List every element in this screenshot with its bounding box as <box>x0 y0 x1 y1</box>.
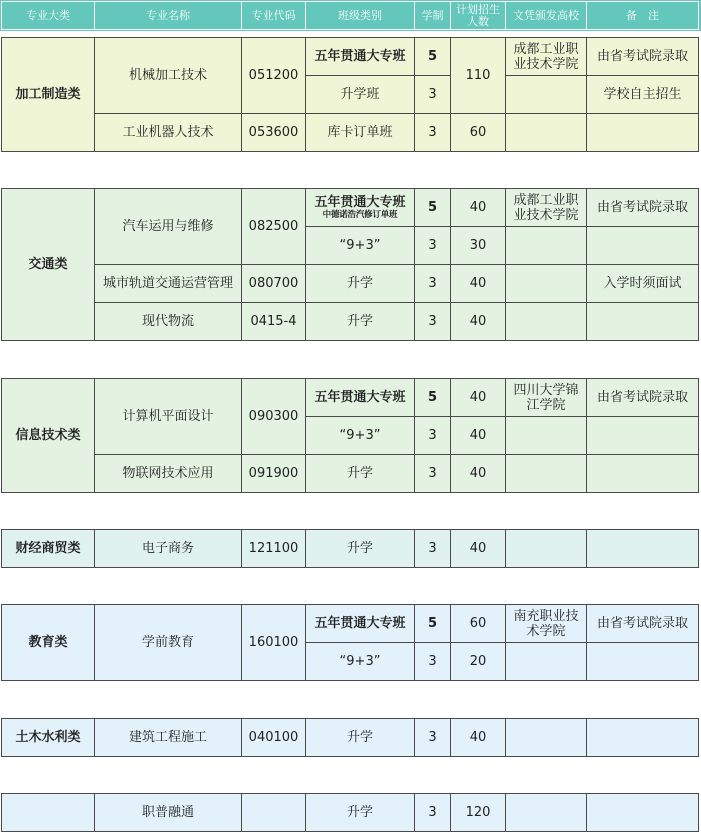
note-cell <box>587 417 699 455</box>
years-cell: 3 <box>415 76 451 114</box>
years-cell: 5 <box>415 379 451 417</box>
code-cell: 040100 <box>242 719 306 757</box>
years-cell: 3 <box>415 530 451 568</box>
class-cell: 库卡订单班 <box>306 114 415 152</box>
school-cell <box>506 530 587 568</box>
years-cell: 3 <box>415 265 451 303</box>
years-cell: 3 <box>415 643 451 681</box>
block-education <box>1 604 699 681</box>
class-cell: 五年贯通大专班 <box>306 38 415 76</box>
enrollment-cell: 60 <box>451 114 506 152</box>
category-cell: 加工制造类 <box>2 38 95 152</box>
code-cell <box>242 794 306 832</box>
enrollment-cell: 40 <box>451 530 506 568</box>
table-header <box>1 1 699 30</box>
class-cell: 升学班 <box>306 76 415 114</box>
years-cell: 3 <box>415 455 451 493</box>
note-cell: 由省考试院录取 <box>587 38 699 76</box>
code-cell: 0415-4 <box>242 303 306 341</box>
major-cell: 现代物流 <box>95 303 242 341</box>
school-cell <box>506 417 587 455</box>
code-cell: 160100 <box>242 605 306 681</box>
block-civil <box>1 718 699 757</box>
note-cell <box>587 643 699 681</box>
school-cell: 成都工业职业技术学院 <box>506 189 587 227</box>
header-major: 专业名称 <box>95 2 242 30</box>
enrollment-cell: 120 <box>451 794 506 832</box>
years-cell: 5 <box>415 189 451 227</box>
enrollment-cell: 40 <box>451 189 506 227</box>
class-cell: 升学 <box>306 719 415 757</box>
block-general <box>1 793 699 832</box>
enrollment-cell: 40 <box>451 455 506 493</box>
class-cell: 升学 <box>306 303 415 341</box>
code-cell: 090300 <box>242 379 306 455</box>
school-cell <box>506 114 587 152</box>
years-cell: 5 <box>415 38 451 76</box>
class-cell: 五年贯通大专班 <box>306 379 415 417</box>
class-cell <box>306 189 415 227</box>
school-cell <box>506 76 587 114</box>
note-cell <box>587 530 699 568</box>
note-cell <box>587 114 699 152</box>
major-cell: 工业机器人技术 <box>95 114 242 152</box>
enrollment-cell: 40 <box>451 719 506 757</box>
class-cell: “9+3” <box>306 643 415 681</box>
school-cell: 南充职业技术学院 <box>506 605 587 643</box>
years-cell: 5 <box>415 605 451 643</box>
note-cell <box>587 719 699 757</box>
note-cell: 由省考试院录取 <box>587 189 699 227</box>
years-cell: 3 <box>415 114 451 152</box>
major-cell: 建筑工程施工 <box>95 719 242 757</box>
school-cell <box>506 719 587 757</box>
years-cell: 3 <box>415 794 451 832</box>
category-cell: 交通类 <box>2 189 95 341</box>
enrollment-cell: 40 <box>451 379 506 417</box>
code-cell: 080700 <box>242 265 306 303</box>
enrollment-cell: 40 <box>451 265 506 303</box>
major-cell: 物联网技术应用 <box>95 455 242 493</box>
note-cell <box>587 227 699 265</box>
major-cell: 学前教育 <box>95 605 242 681</box>
category-cell <box>2 794 95 832</box>
school-cell <box>506 794 587 832</box>
note-cell: 由省考试院录取 <box>587 379 699 417</box>
header-diploma-school: 文凭颁发高校 <box>506 2 587 30</box>
block-transport <box>1 188 699 341</box>
school-cell: 成都工业职业技术学院 <box>506 38 587 76</box>
class-cell: 升学 <box>306 794 415 832</box>
header-enrollment: 计划招生人数 <box>451 2 506 30</box>
enrollment-cell: 30 <box>451 227 506 265</box>
school-cell <box>506 227 587 265</box>
category-cell: 土木水利类 <box>2 719 95 757</box>
school-cell <box>506 455 587 493</box>
code-cell: 053600 <box>242 114 306 152</box>
note-cell: 由省考试院录取 <box>587 605 699 643</box>
note-cell <box>587 303 699 341</box>
enrollment-cell: 20 <box>451 643 506 681</box>
years-cell: 3 <box>415 303 451 341</box>
code-cell: 121100 <box>242 530 306 568</box>
school-cell: 四川大学锦江学院 <box>506 379 587 417</box>
enrollment-cell: 40 <box>451 417 506 455</box>
header-years: 学制 <box>415 2 451 30</box>
years-cell: 3 <box>415 417 451 455</box>
class-main-label: 五年贯通大专班 <box>314 195 406 210</box>
class-cell: 升学 <box>306 265 415 303</box>
years-cell: 3 <box>415 227 451 265</box>
code-cell: 082500 <box>242 189 306 265</box>
major-cell: 机械加工技术 <box>95 38 242 114</box>
major-cell: 城市轨道交通运营管理 <box>95 265 242 303</box>
category-cell: 信息技术类 <box>2 379 95 493</box>
block-it <box>1 378 699 493</box>
header-class-type: 班级类别 <box>306 2 415 30</box>
class-cell: 升学 <box>306 455 415 493</box>
school-cell <box>506 265 587 303</box>
school-cell <box>506 643 587 681</box>
major-cell: 职普融通 <box>95 794 242 832</box>
class-cell: 五年贯通大专班 <box>306 605 415 643</box>
note-cell <box>587 794 699 832</box>
school-cell <box>506 303 587 341</box>
major-cell: 电子商务 <box>95 530 242 568</box>
category-cell: 教育类 <box>2 605 95 681</box>
enrollment-cell: 60 <box>451 605 506 643</box>
code-cell: 051200 <box>242 38 306 114</box>
enrollment-cell: 110 <box>451 38 506 114</box>
years-cell: 3 <box>415 719 451 757</box>
header-code: 专业代码 <box>242 2 306 30</box>
major-cell: 计算机平面设计 <box>95 379 242 455</box>
class-cell: “9+3” <box>306 227 415 265</box>
header-category: 专业大类 <box>2 2 95 30</box>
block-finance <box>1 529 699 568</box>
class-sub-label: 中德诺浩汽修订单班 <box>322 210 398 220</box>
category-cell: 财经商贸类 <box>2 530 95 568</box>
header-notes: 备 注 <box>587 2 699 30</box>
code-cell: 091900 <box>242 455 306 493</box>
enrollment-cell: 40 <box>451 303 506 341</box>
note-cell: 学校自主招生 <box>587 76 699 114</box>
block-manufacturing <box>1 37 699 152</box>
class-cell: “9+3” <box>306 417 415 455</box>
class-cell: 升学 <box>306 530 415 568</box>
major-cell: 汽车运用与维修 <box>95 189 242 265</box>
note-cell <box>587 455 699 493</box>
note-cell: 入学时须面试 <box>587 265 699 303</box>
